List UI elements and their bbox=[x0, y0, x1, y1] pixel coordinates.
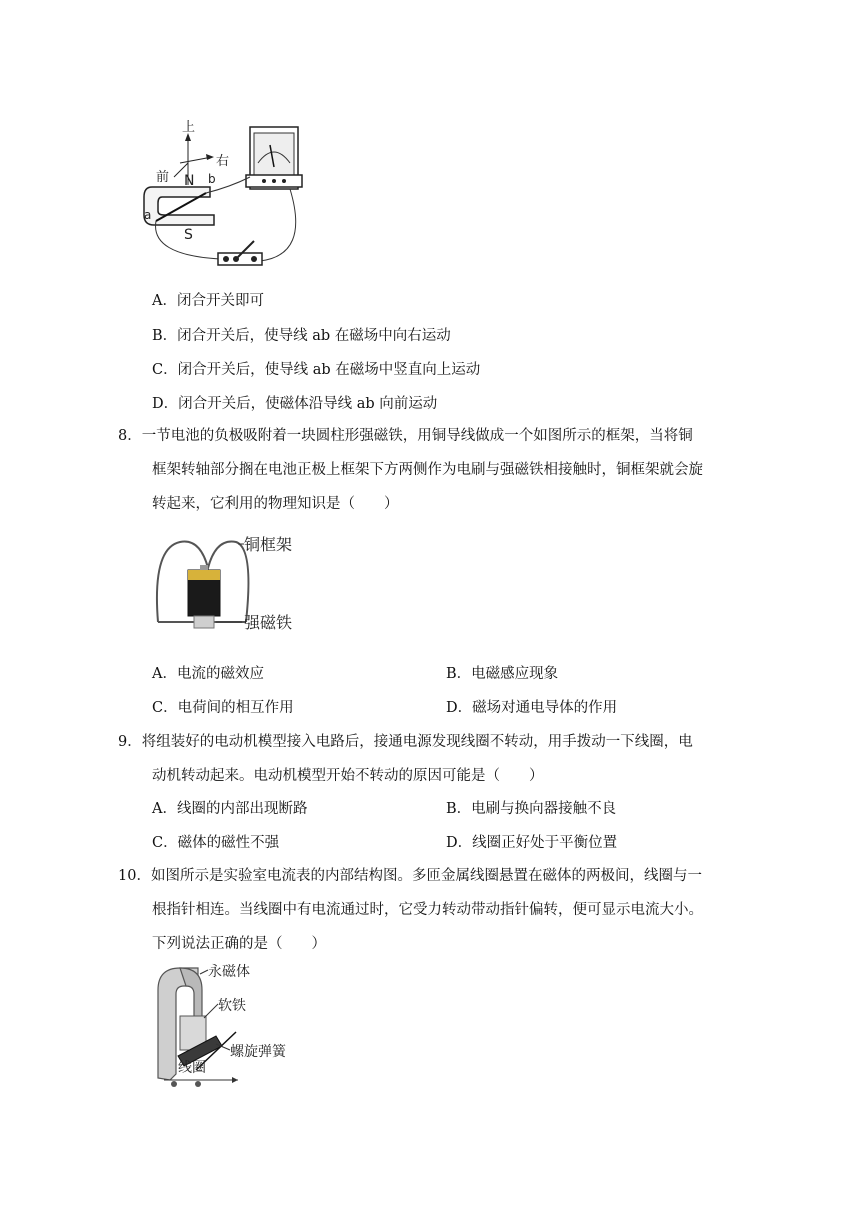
q7-option-d: D．闭合开关后，使磁体沿导线 ab 向前运动 bbox=[152, 396, 438, 412]
q9-line-1: 9．将组装好的电动机模型接入电路后，接通电源发现线圈不转动，用手拨动一下线圈，电 bbox=[118, 734, 693, 750]
q8-option-b: B．电磁感应现象 bbox=[446, 666, 559, 682]
label-a: a bbox=[144, 208, 152, 222]
label-permanent-magnet: 永磁体 bbox=[208, 964, 250, 980]
q7-option-a: A．闭合开关即可 bbox=[152, 293, 264, 309]
q10-line-2: 根指针相连。当线圈中有电流通过时，它受力转动带动指针偏转，便可显示电流大小。 bbox=[152, 902, 703, 918]
q7-option-b: B．闭合开关后，使导线 ab 在磁场中向右运动 bbox=[152, 328, 451, 344]
label-front: 前 bbox=[156, 170, 170, 185]
q8-option-c: C．电荷间的相互作用 bbox=[152, 700, 294, 716]
label-copper-frame: 铜框架 bbox=[244, 535, 293, 554]
q7-figure bbox=[140, 115, 310, 275]
q9-option-d: D．线圈正好处于平衡位置 bbox=[446, 835, 618, 851]
label-soft-iron: 软铁 bbox=[218, 998, 246, 1014]
label-up: 上 bbox=[182, 120, 196, 135]
label-coil: 线圈 bbox=[178, 1060, 206, 1076]
q8-line-3: 转起来，它利用的物理知识是（ ） bbox=[152, 496, 399, 512]
label-south: S bbox=[184, 227, 193, 243]
q8-line-2: 框架转轴部分搁在电池正极上框架下方两侧作为电刷与强磁铁相接触时，铜框架就会旋 bbox=[152, 462, 703, 478]
q10-line-1: 10．如图所示是实验室电流表的内部结构图。多匝金属线圈悬置在磁体的两极间，线圈与一 bbox=[118, 868, 702, 884]
q9-option-a: A．线圈的内部出现断路 bbox=[152, 801, 308, 817]
q8-figure bbox=[150, 528, 310, 640]
q8-option-d: D．磁场对通电导体的作用 bbox=[446, 700, 618, 716]
q9-option-c: C．磁体的磁性不强 bbox=[152, 835, 280, 851]
label-north: N bbox=[184, 173, 195, 189]
q8-line-1: 8．一节电池的负极吸附着一块圆柱形强磁铁，用铜导线做成一个如图所示的框架，当将铜 bbox=[118, 428, 693, 444]
label-spring: 螺旋弹簧 bbox=[230, 1044, 286, 1060]
q10-figure bbox=[150, 960, 310, 1090]
q9-line-2: 动机转动起来。电动机模型开始不转动的原因可能是（ ） bbox=[152, 768, 544, 784]
q7-option-c: C．闭合开关后，使导线 ab 在磁场中竖直向上运动 bbox=[152, 362, 481, 378]
label-right: 右 bbox=[216, 154, 230, 169]
label-magnet: 强磁铁 bbox=[244, 613, 293, 632]
q8-option-a: A．电流的磁效应 bbox=[152, 666, 264, 682]
q10-line-3: 下列说法正确的是（ ） bbox=[152, 936, 326, 952]
q9-option-b: B．电刷与换向器接触不良 bbox=[446, 801, 617, 817]
label-b: b bbox=[208, 172, 216, 186]
